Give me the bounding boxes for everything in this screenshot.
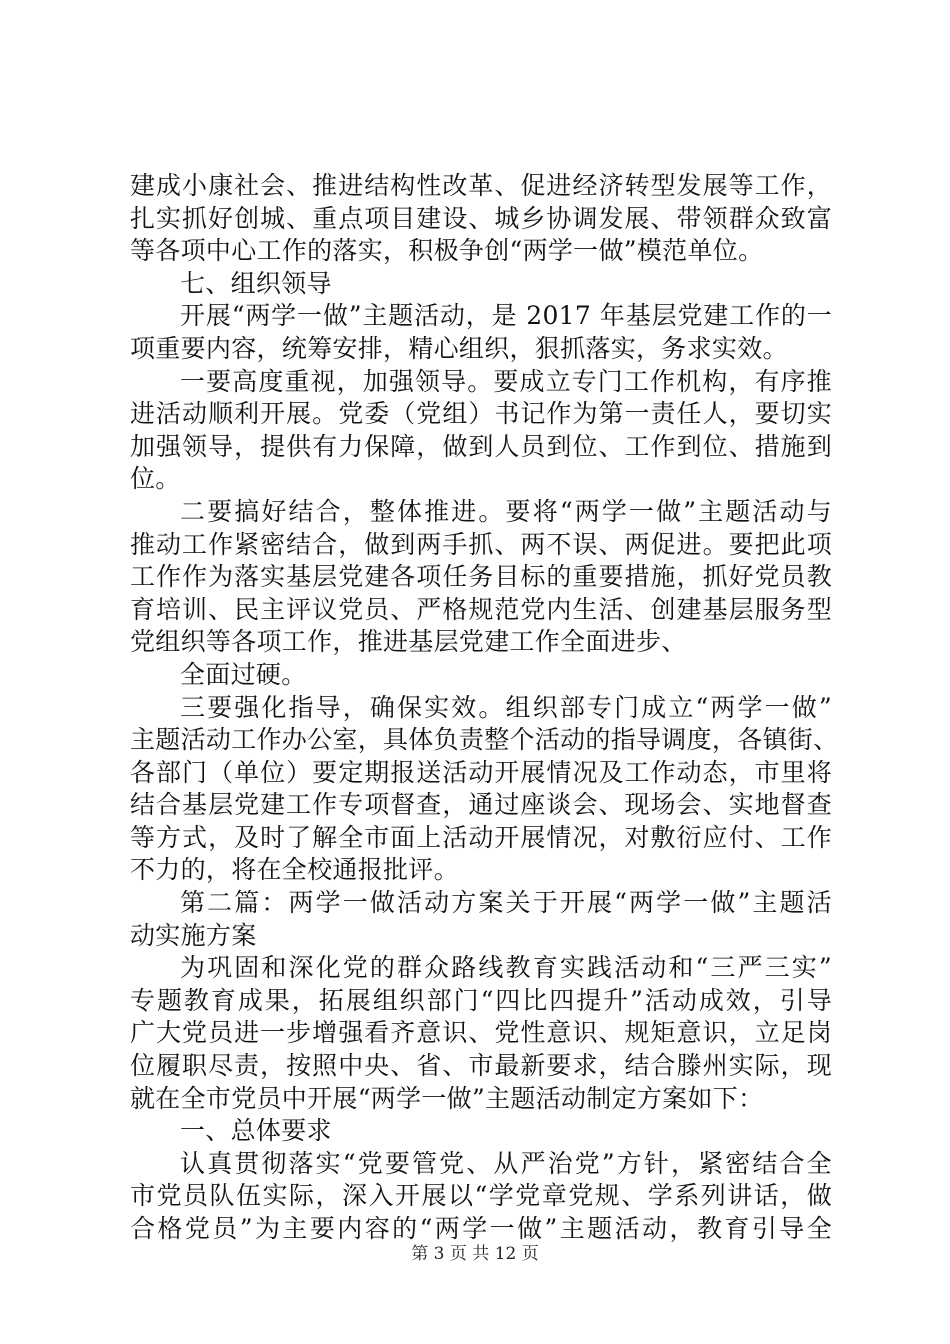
text-line: 各部门（单位）要定期报送活动开展情况及工作动态，市里将 — [130, 757, 832, 787]
text-line: 三要强化指导，确保实效。组织部专门成立“两学一做” — [180, 692, 832, 722]
text-line: 就在全市党员中开展“两学一做”主题活动制定方案如下： — [130, 1083, 764, 1113]
text-line: 全面过硬。 — [180, 659, 307, 689]
text-line: 为巩固和深化党的群众路线教育实践活动和“三严三实” — [180, 953, 832, 983]
text-line: 七、组织领导 — [180, 268, 332, 298]
page-footer: 第 3 页 共 12 页 — [411, 1244, 539, 1264]
text-line: 扎实抓好创城、重点项目建设、城乡协调发展、带领群众致富 — [130, 203, 832, 233]
text-line: 项重要内容，统筹安排，精心组织，狠抓落实，务求实效。 — [130, 333, 788, 363]
text-line: 位履职尽责，按照中央、省、市最新要求，结合滕州实际，现 — [130, 1051, 832, 1081]
text-line: 等方式，及时了解全市面上活动开展情况，对敷衍应付、工作 — [130, 822, 832, 852]
text-line: 育培训、民主评议党员、严格规范党内生活、创建基层服务型 — [130, 594, 832, 624]
text-line: 推动工作紧密结合，做到两手抓、两不误、两促进。要把此项 — [130, 529, 832, 559]
document-body — [130, 170, 839, 1246]
text-line: 专题教育成果，拓展组织部门“四比四提升”活动成效，引导 — [130, 985, 832, 1015]
text-line: 合格党员”为主要内容的“两学一做”主题活动，教育引导全 — [130, 1214, 832, 1243]
text-line: 进活动顺利开展。党委（党组）书记作为第一责任人，要切实 — [130, 399, 832, 429]
text-line: 广大党员进一步增强看齐意识、党性意识、规矩意识，立足岗 — [130, 1018, 832, 1048]
text-line: 认真贯彻落实“党要管党、从严治党”方针，紧密结合全 — [180, 1148, 832, 1178]
text-line: 第二篇：两学一做活动方案关于开展“两学一做”主题活 — [180, 888, 832, 918]
text-line: 加强领导，提供有力保障，做到人员到位、工作到位、措施到 — [130, 431, 832, 461]
text-line: 党组织等各项工作，推进基层党建工作全面进步、 — [130, 627, 687, 657]
text-line: 主题活动工作办公室，具体负责整个活动的指导调度，各镇街、 — [130, 725, 839, 755]
text-line: 建成小康社会、推进结构性改革、促进经济转型发展等工作， — [130, 171, 832, 200]
text-line: 等各项中心工作的落实，积极争创“两学一做”模范单位。 — [130, 236, 764, 266]
text-line: 一要高度重视，加强领导。要成立专门工作机构，有序推 — [180, 366, 832, 396]
text-line: 不力的，将在全校通报批评。 — [130, 855, 459, 885]
text-line: 一、总体要求 — [180, 1116, 332, 1146]
text-line: 二要搞好结合，整体推进。要将“两学一做”主题活动与 — [180, 496, 832, 526]
text-line: 动实施方案 — [130, 920, 257, 950]
text-line: 结合基层党建工作专项督查，通过座谈会、现场会、实地督查 — [130, 790, 832, 820]
text-line: 市党员队伍实际，深入开展以“学党章党规、学系列讲话，做 — [130, 1181, 832, 1211]
text-line: 开展“两学一做”主题活动，是 2017 年基层党建工作的一 — [180, 301, 832, 331]
text-line: 位。 — [130, 464, 181, 494]
text-line: 工作作为落实基层党建各项任务目标的重要措施，抓好党员教 — [130, 562, 832, 592]
